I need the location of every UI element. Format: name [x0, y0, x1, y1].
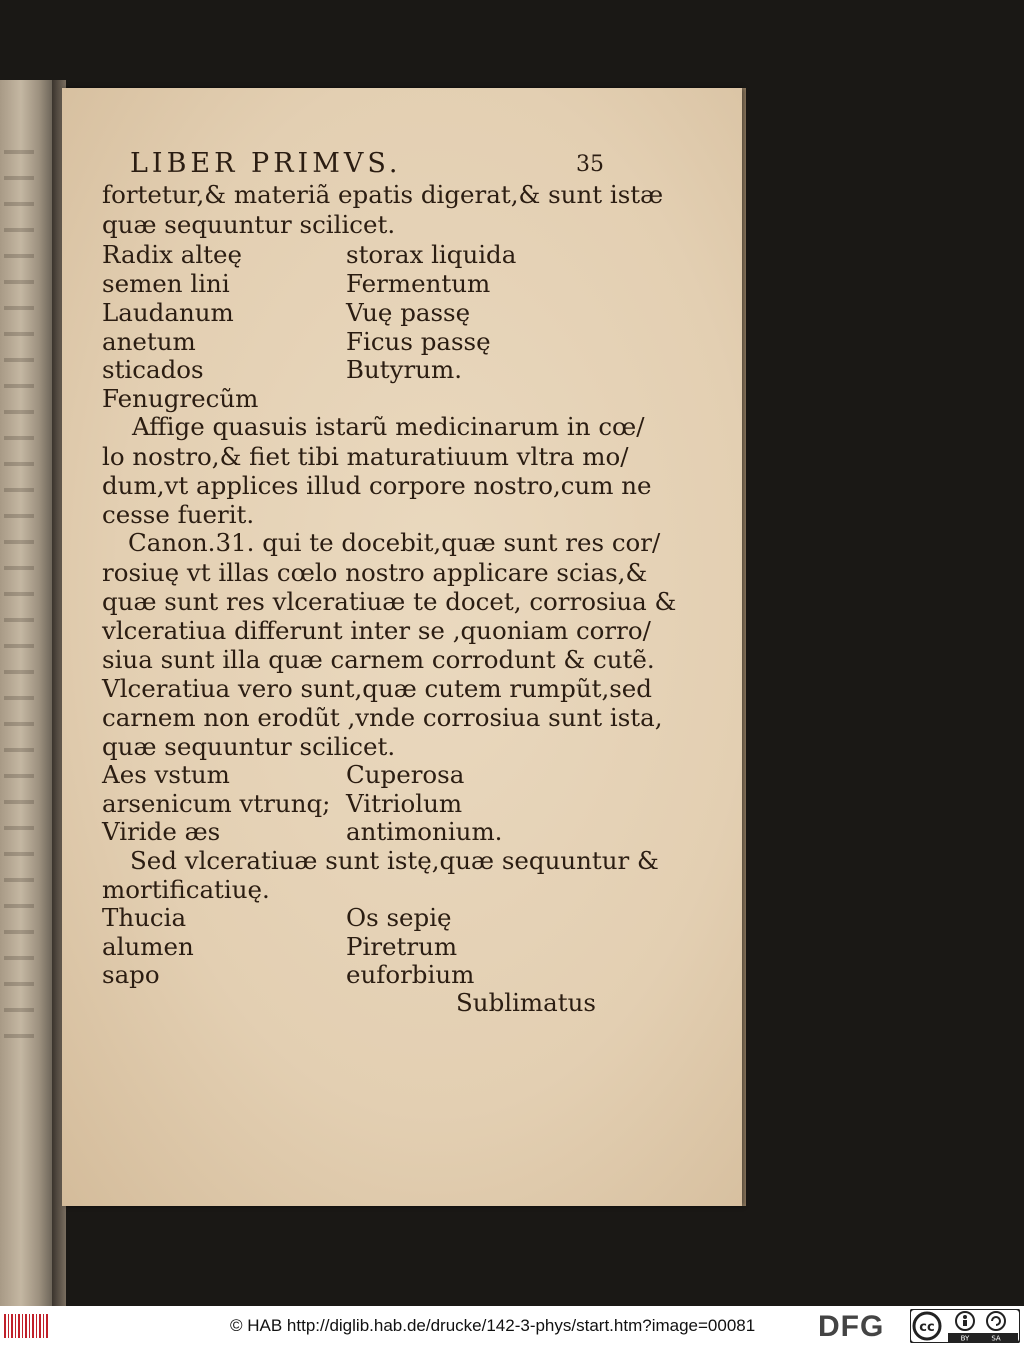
list-item: Ficus passę [346, 327, 491, 356]
folio-number: 35 [576, 152, 604, 177]
previous-page-edge [0, 80, 52, 1306]
list-item: Os sepię [346, 903, 452, 932]
text-line: quæ sequuntur scilicet. [102, 732, 396, 761]
list-item: Viride æs [102, 817, 221, 846]
library-logo [4, 1314, 48, 1338]
list-item: euforbium [346, 960, 475, 989]
text-line: Canon.31. qui te docebit,quæ sunt res cor/ [128, 528, 661, 557]
text-line: mortificatiuę. [102, 875, 270, 904]
list-item: Butyrum. [346, 355, 462, 384]
text-line: carnem non erodũt ,vnde corrosiua sunt ista, [102, 703, 663, 732]
svg-text:SA: SA [991, 1334, 1001, 1343]
text-line: fortetur,& materiã epatis digerat,& sunt istæ [102, 180, 664, 209]
list-item: Cuperosa [346, 760, 465, 789]
list-item: Thucia [102, 903, 187, 932]
text-line: rosiuę vt illas cœlo nostro applicare scias,& [102, 558, 648, 587]
list-item: Fermentum [346, 269, 491, 298]
list-item: Vitriolum [346, 789, 463, 818]
list-item: sticados [102, 355, 204, 384]
list-item: sapo [102, 960, 160, 989]
footer-bar [0, 1306, 1024, 1346]
dfg-logo: DFG [818, 1310, 885, 1343]
list-item: arsenicum vtrunq; [102, 789, 331, 818]
text-line: vlceratiua differunt inter se ,quoniam corro/ [102, 616, 651, 645]
text-line: Affige quasuis istarũ medicinarum in cœ/ [132, 412, 645, 441]
text-line: siua sunt illa quæ carnem corrodunt & cutẽ. [102, 645, 655, 674]
list-item: Vuę passę [346, 298, 471, 327]
list-item: Aes vstum [102, 760, 230, 789]
cc-license-icon [910, 1309, 1020, 1343]
text-line: quæ sunt res vlceratiuæ te docet, corrosiua & [102, 587, 677, 616]
text-line: lo nostro,& fiet tibi maturatiuum vltra mo/ [102, 442, 629, 471]
list-item: alumen [102, 932, 194, 961]
text-line: Sed vlceratiuæ sunt istę,quæ sequuntur & [130, 846, 659, 875]
list-item: semen lini [102, 269, 230, 298]
svg-text:cc: cc [919, 1320, 935, 1335]
text-line: dum,vt applices illud corpore nostro,cum ne [102, 471, 652, 500]
text-line: cesse fuerit. [102, 500, 255, 529]
list-item: Radix alteę [102, 240, 243, 269]
source-link[interactable]: © HAB http://diglib.hab.de/drucke/142-3-phys/start.htm?image=00081 [230, 1316, 756, 1335]
text-line: Vlceratiua vero sunt,quæ cutem rumpũt,sed [102, 674, 652, 703]
svg-text:BY: BY [960, 1334, 970, 1343]
running-head: LIBER PRIMVS. [130, 148, 402, 179]
list-item: Laudanum [102, 298, 234, 327]
list-item: storax liquida [346, 240, 517, 269]
catchword: Sublimatus [456, 988, 596, 1017]
text-line: quæ sequuntur scilicet. [102, 210, 396, 239]
list-item: anetum [102, 327, 196, 356]
list-item: antimonium. [346, 817, 503, 846]
list-item: Fenugrecũm [102, 384, 259, 413]
list-item: Piretrum [346, 932, 458, 961]
